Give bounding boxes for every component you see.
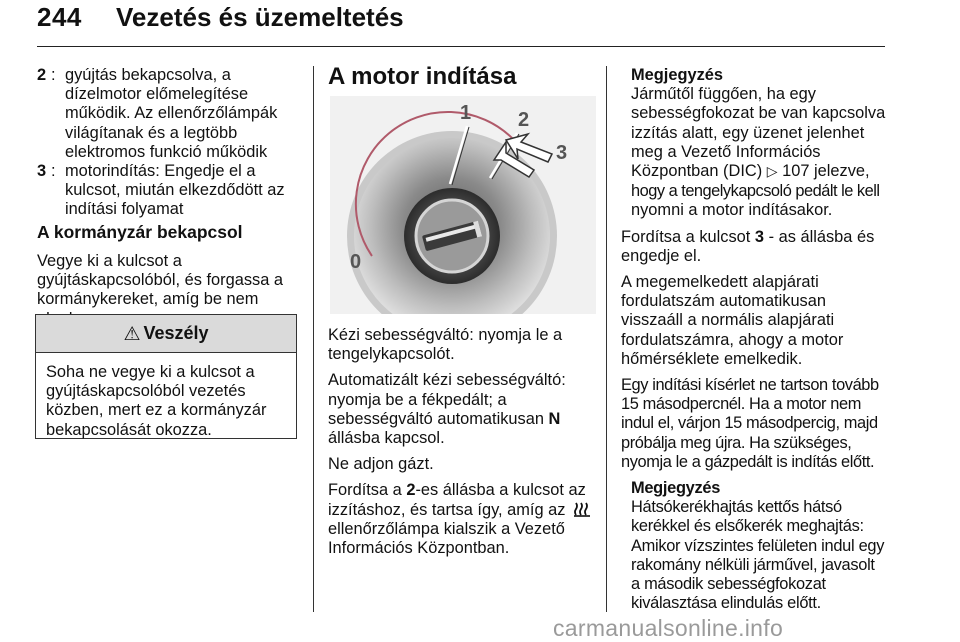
text-span: Központban (DIC): [631, 162, 767, 181]
text-line: visszaáll a normális alapjárati: [621, 311, 835, 330]
text-line: fordulatszám automatikusan: [621, 292, 826, 311]
text-line: próbálja meg újra. Ha szükséges,: [621, 433, 852, 452]
position-1-label: 1: [460, 102, 472, 124]
text-line: gyújtáskapcsolóból, és forgassa a: [37, 271, 284, 290]
note-title: Megjegyzés: [631, 66, 724, 84]
text-line: nyomja le a gázpedált is indítás előtt.: [621, 452, 875, 471]
text-line: Soha ne vegye ki a kulcsot a: [46, 363, 255, 381]
column-left: [37, 66, 299, 220]
no-gas-paragraph: Ne adjon gázt.: [328, 455, 434, 474]
text-line: engedje el.: [621, 246, 702, 265]
warning-icon: ⚠: [123, 322, 141, 345]
danger-header: [36, 315, 296, 353]
text-line: elektromos funkció működik: [65, 142, 268, 161]
text-line: 15 másodpercnél. Ha a motor nem: [621, 395, 861, 414]
note-1: [621, 66, 889, 221]
text-line: a második sebességfokozat: [631, 575, 826, 594]
text-line: nyomni a motor indításakor.: [631, 201, 833, 220]
position-number: 3: [754, 227, 765, 246]
start-attempt-paragraph: [621, 376, 889, 472]
section-title: Vezetés és üzemeltetés: [116, 2, 404, 32]
column-right: [621, 66, 889, 613]
text-line: kulcsot, miután elkezdődött az: [65, 181, 285, 200]
text-line: Járműtől függően, ha egy: [631, 85, 816, 104]
item-number: 3: [37, 162, 47, 181]
text-span: Fordítsa a kulcsot: [621, 227, 755, 246]
text-line: világítanak és a legtöbb: [65, 123, 238, 142]
engine-start-heading: A motor indítása: [328, 63, 517, 90]
text-line: Egy indítási kísérlet ne tartson tovább: [621, 376, 879, 395]
text-span: - as állásba és: [764, 227, 875, 246]
text-line: dízelmotor előmelegítése: [65, 85, 249, 104]
text-span: -es állásba a kulcsot az: [415, 481, 586, 500]
text-line: Információs Központban.: [328, 539, 510, 558]
item-separator: :: [51, 162, 56, 181]
text-line: kiválasztása elindulás előtt.: [631, 594, 821, 613]
text-line: bekapcsolását okozza.: [46, 420, 212, 439]
text-line: [328, 410, 598, 429]
text-span: Fordítsa a: [328, 481, 407, 500]
danger-box: [35, 314, 297, 439]
text-line: [328, 481, 598, 500]
text-line: rakomány nélküli járművel, javasolt: [631, 555, 875, 574]
position-number: 2: [406, 481, 416, 500]
text-line: Amikor vízszintes felületen indul egy: [631, 536, 885, 555]
header-rule: [37, 46, 885, 47]
text-line: meg a Vezető Információs: [631, 142, 821, 161]
manual-gearbox-paragraph: [328, 326, 598, 364]
page-reference-link[interactable]: 107 jelezve,: [777, 162, 870, 181]
page-number: 244: [37, 2, 82, 32]
note-title: Megjegyzés: [631, 479, 721, 498]
text-line: izzítás alatt, egy üzenet jelenhet: [631, 123, 865, 142]
text-line: kerékkel és elsőkerék meghajtás:: [631, 517, 864, 536]
column-divider-right: [606, 66, 607, 612]
page-reference-arrow-icon: ▷: [766, 164, 778, 181]
item-text: [65, 162, 299, 220]
note-2: [621, 479, 889, 613]
list-item: [37, 162, 299, 220]
idle-paragraph: [621, 273, 889, 369]
text-line: Kézi sebességváltó: nyomja le a: [328, 326, 563, 344]
text-line: működik. Az ellenőrzőlámpák: [65, 104, 278, 123]
gear-letter: N: [548, 409, 561, 428]
text-line: tengelykapcsolót.: [328, 345, 455, 364]
glow-plug-icon: [573, 501, 593, 517]
item-separator: :: [51, 66, 56, 84]
text-line: hőmérséklete emelkedik.: [621, 349, 803, 368]
turn-key-paragraph: [328, 481, 598, 558]
column-divider-left: [313, 66, 314, 612]
text-span: izzításhoz, és tartsa így, amíg az: [328, 500, 566, 519]
text-line: közben, mert ez a kormányzár: [46, 401, 267, 420]
watermark-text: carmanualsonline.info: [553, 615, 784, 641]
lock-heading: A kormányzár bekapcsol: [37, 222, 243, 242]
text-line: kormánykereket, amíg be nem: [37, 290, 259, 309]
text-line: fordulatszámra, ahogy a motor: [621, 330, 844, 349]
danger-title: Veszély: [143, 323, 209, 343]
position-2-label: 2: [518, 109, 530, 131]
text-line: Hátsókerékhajtás kettős hátsó: [631, 498, 842, 517]
text-line: [328, 501, 598, 520]
text-line: hogy a tengelykapcsoló pedált le kell: [631, 182, 880, 201]
text-line: indul el, várjon 15 másodpercig, majd: [621, 414, 878, 433]
item-number: 2: [37, 66, 47, 84]
ignition-switch-figure: [330, 96, 596, 314]
text-line: motorindítás: Engedje el a: [65, 162, 256, 181]
position-3-label: 3: [556, 142, 568, 164]
item-text: [65, 66, 299, 162]
text-line: állásba kapcsol.: [328, 429, 445, 448]
auto-gearbox-paragraph: [328, 371, 598, 448]
danger-body: [36, 353, 296, 440]
text-line: [631, 162, 889, 182]
text-line: ellenőrzőlámpa kialszik a Vezető: [328, 519, 565, 538]
text-line: indítási folyamat: [65, 200, 184, 219]
text-line: nyomja be a fékpedált; a: [328, 390, 507, 409]
text-line: gyújtás bekapcsolva, a: [65, 66, 231, 84]
text-span: sebességváltó automatikusan: [328, 409, 549, 428]
text-line: sebességfokozat be van kapcsolva: [631, 104, 886, 123]
turn-key-3-paragraph: [621, 228, 889, 266]
text-line: Vegye ki a kulcsot a: [37, 252, 182, 270]
text-line: gyújtáskapcsolóból vezetés: [46, 382, 246, 401]
position-0-label: 0: [350, 251, 362, 273]
text-line: A megemelkedett alapjárati: [621, 273, 819, 292]
text-line: Automatizált kézi sebességváltó:: [328, 371, 566, 390]
text-line: [621, 228, 889, 247]
column-middle-text: [328, 326, 598, 558]
list-item: [37, 66, 299, 162]
